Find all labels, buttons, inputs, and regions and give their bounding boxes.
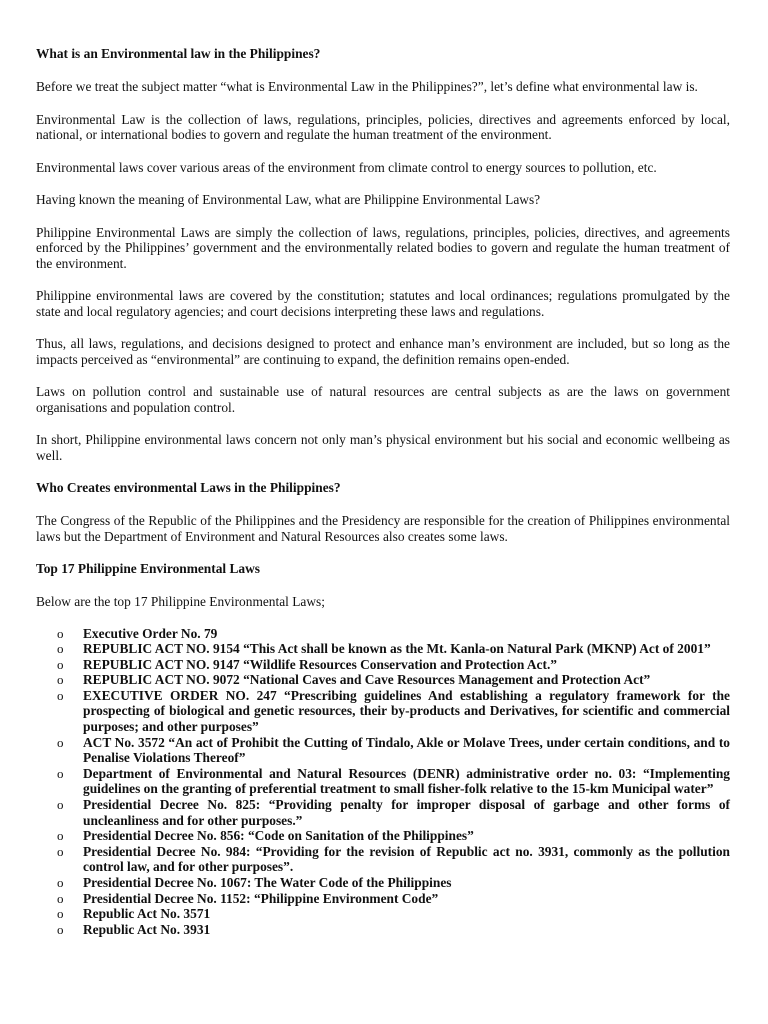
law-title: ACT No. 3572 “An act of Prohibit the Cutting of Tindalo, Akle or Molave Trees, under certain conditions, and to Penalise Violations Thereof” [83, 734, 730, 766]
section-heading: Who Creates environmental Laws in the Philippines? [36, 480, 341, 495]
paragraph: Below are the top 17 Philippine Environmental Laws; [36, 594, 325, 609]
bullet-icon: o [57, 828, 64, 844]
paragraph: Environmental laws cover various areas of the environment from climate control to energy sources to pollution, etc. [36, 159, 657, 175]
list-item [36, 828, 730, 844]
law-title: EXECUTIVE ORDER NO. 247 “Prescribing guidelines And establishing a regulatory framework for the prospecting of biological and genetic resources, their by-products and Derivatives, for scientific and commercial purposes; and other purposes” [83, 687, 730, 735]
paragraph: Having known the meaning of Environmental Law, what are Philippine Environmental Laws? [36, 192, 541, 207]
list-item [36, 797, 730, 828]
paragraph: In short, Philippine environmental laws concern not only man’s physical environment but his social and economic wellbeing as well. [36, 432, 730, 463]
bullet-icon: o [57, 734, 64, 750]
list-item [36, 657, 730, 673]
law-title: Republic Act No. 3931 [83, 921, 211, 937]
paragraph: Thus, all laws, regulations, and decisions designed to protect and enhance man’s environment are included, but so long as the impacts perceived as “environmental” are continuing to expand, the definition remains open-ended. [36, 336, 730, 367]
bullet-icon: o [57, 641, 64, 657]
bullet-icon: o [57, 906, 64, 922]
list-item [36, 641, 730, 657]
law-title: Department of Environmental and Natural Resources (DENR) administrative order no. 03: “Implementing guidelines on the granting of preferential treatment to small fisher-folk relative to the 15-km Municipal water” [83, 765, 730, 797]
bullet-icon: o [57, 843, 64, 859]
list-item [36, 875, 730, 891]
law-title: Presidential Decree No. 825: “Providing penalty for improper disposal of garbage and other forms of uncleanliness and for other purposes.” [83, 797, 730, 828]
bullet-icon: o [57, 625, 64, 641]
law-title: Presidential Decree No. 1152: “Philippine Environment Code” [83, 890, 439, 906]
law-title: Republic Act No. 3571 [83, 906, 211, 922]
bullet-icon: o [57, 921, 64, 937]
bullet-icon: o [57, 797, 64, 813]
list-item [36, 626, 730, 642]
bullet-icon: o [57, 687, 64, 703]
bullet-icon: o [57, 765, 64, 781]
document-page [36, 46, 730, 937]
list-item [36, 766, 730, 797]
list-item [36, 906, 730, 922]
law-title: REPUBLIC ACT NO. 9147 “Wildlife Resources Conservation and Protection Act.” [83, 656, 558, 672]
list-item [36, 844, 730, 875]
list-item [36, 672, 730, 688]
bullet-icon: o [57, 890, 64, 906]
bullet-icon: o [57, 656, 64, 672]
law-title: Presidential Decree No. 984: “Providing for the revision of Republic act no. 3931, commonly as the pollution control law, and for other purposes”. [83, 843, 730, 875]
bullet-icon: o [57, 672, 64, 688]
paragraph: Environmental Law is the collection of laws, regulations, principles, policies, directives and agreements enforced by local, national, or international bodies to govern and regulate the human treatment of the environment. [36, 111, 730, 142]
list-item [36, 922, 730, 938]
list-item [36, 891, 730, 907]
section-heading: What is an Environmental law in the Philippines? [36, 46, 321, 61]
list-item [36, 688, 730, 735]
law-title: Presidential Decree No. 856: “Code on Sanitation of the Philippines” [83, 828, 474, 844]
section-heading: Top 17 Philippine Environmental Laws [36, 561, 260, 576]
paragraph: Philippine Environmental Laws are simply the collection of laws, regulations, principles, policies, directives, and agreements enforced by the Philippines’ government and the environmentally related bodies to govern and regulate the human treatment of the environment. [36, 224, 730, 271]
law-title: REPUBLIC ACT NO. 9154 “This Act shall be known as the Mt. Kanla-on Natural Park (MKNP) Act of 2001” [83, 641, 711, 657]
bullet-icon: o [57, 875, 64, 890]
law-title: Executive Order No. 79 [83, 625, 218, 641]
list-item [36, 735, 730, 766]
paragraph: Philippine environmental laws are covered by the constitution; statutes and local ordinances; regulations promulgated by the state and local regulatory agencies; and court decisions interpreting these laws and regulations. [36, 288, 730, 319]
paragraph: The Congress of the Republic of the Philippines and the Presidency are responsible for the creation of Philippines environmental laws but the Department of Environment and Natural Resources also creates some laws. [36, 513, 730, 544]
law-title: REPUBLIC ACT NO. 9072 “National Caves and Cave Resources Management and Protection Act” [83, 672, 651, 688]
paragraph: Laws on pollution control and sustainable use of natural resources are central subjects as are the laws on government organisations and population control. [36, 384, 730, 415]
paragraph: Before we treat the subject matter “what is Environmental Law in the Philippines?”, let’s define what environmental law is. [36, 79, 698, 94]
laws-list [36, 626, 730, 938]
law-title: Presidential Decree No. 1067: The Water Code of the Philippines [83, 875, 452, 890]
